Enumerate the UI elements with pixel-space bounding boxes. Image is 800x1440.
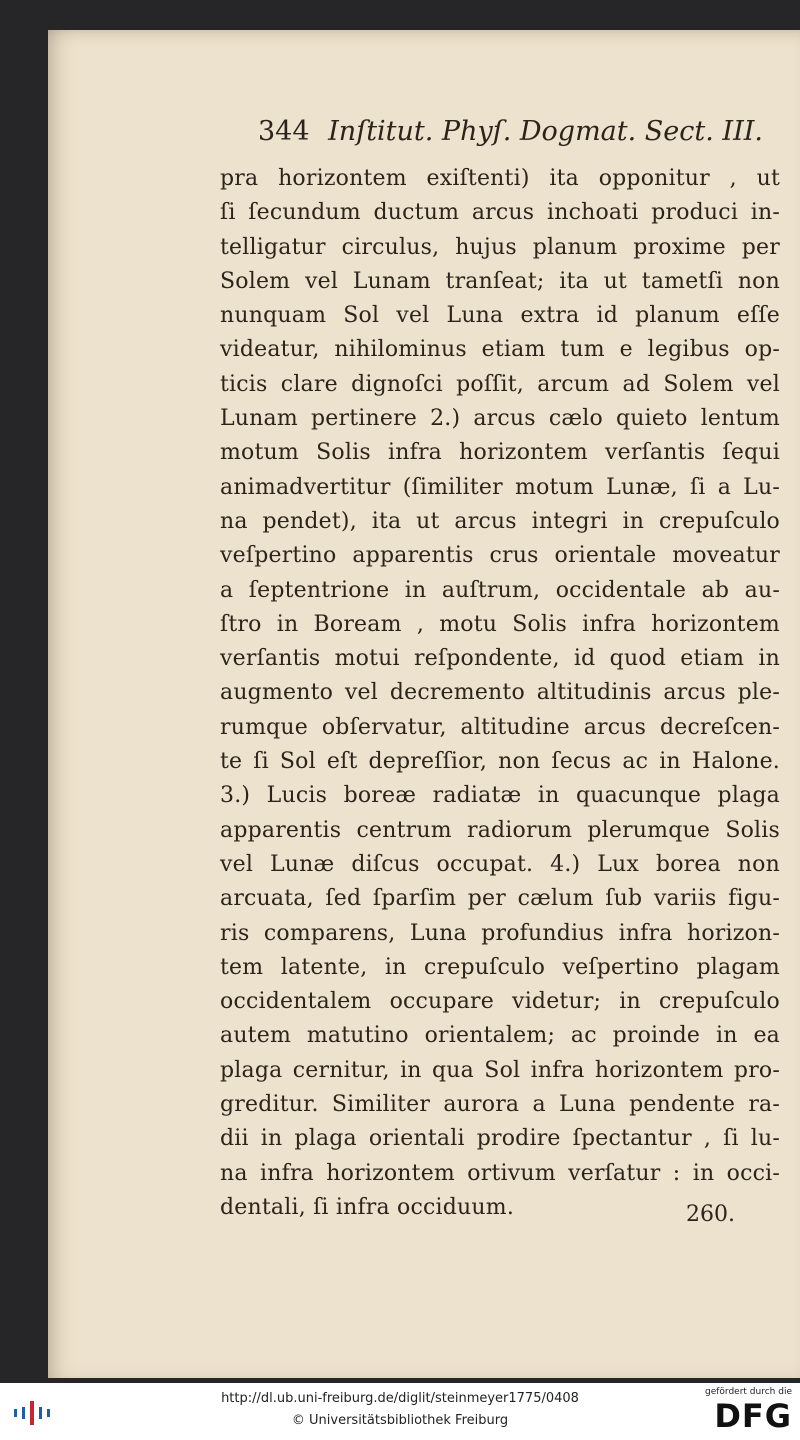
text-line: apparentis centrum radiorum plerumque Solis — [220, 817, 780, 843]
text-line: dentali, ſi infra occiduum. — [220, 1194, 515, 1220]
permalink-url[interactable]: http://dl.ub.uni-freiburg.de/diglit/steinmeyer1775/0408 — [221, 1391, 579, 1406]
text-line: tem latente, in crepuſculo veſpertino plagam — [220, 954, 780, 980]
text-line: ris comparens, Luna profundius infra horizon- — [220, 920, 780, 946]
page-header — [258, 116, 763, 154]
text-line: verſantis motui reſpondente, id quod etiam in — [220, 646, 780, 672]
text-line: ticis clare dignoſci poſſit, arcum ad Solem vel — [220, 371, 780, 397]
text-line: rumque obſervatur, altitudine arcus decreſcen- — [220, 714, 780, 740]
text-line: te ſi Sol eſt depreſſior, non ſecus ac in Halone. — [220, 749, 780, 775]
text-line: augmento vel decremento altitudinis arcus ple- — [220, 680, 780, 706]
text-line: ſi ſecundum ductum arcus inchoati produci in- — [220, 200, 780, 226]
running-title: Inſtitut. Phyſ. Dogmat. Sect. III. — [328, 116, 763, 147]
page-number: 344 — [258, 116, 310, 147]
text-line: pra horizontem exiſtenti) ita opponitur , ut — [220, 166, 780, 191]
text-line: veſpertino apparentis crus orientale moveatur — [220, 543, 780, 569]
text-line: a ſeptentrione in auſtrum, occidentale ab au- — [220, 577, 780, 603]
text-line: arcuata, ſed ſparſim per cælum ſub variis figu- — [220, 886, 780, 912]
funder-label: gefördert durch die — [705, 1387, 792, 1397]
text-line: na pendet), ita ut arcus integri in crepuſculo — [220, 508, 780, 534]
text-line: motum Solis infra horizontem verſantis ſequi — [220, 440, 780, 466]
text-line: na infra horizontem ortivum verſatur : in occi- — [220, 1160, 780, 1186]
text-line: plaga cernitur, in qua Sol infra horizontem pro- — [220, 1057, 780, 1083]
text-line: dii in plaga orientali prodire ſpectantur , ſi lu- — [220, 1126, 780, 1152]
footer-bar — [0, 1383, 800, 1440]
text-line: telligatur circulus, hujus planum proxime per — [220, 234, 780, 260]
catchword: 260. — [686, 1202, 735, 1227]
dfg-logo: DFG — [714, 1397, 792, 1435]
text-line: videatur, nihilominus etiam tum e legibus op- — [220, 337, 780, 363]
text-line: nunquam Sol vel Luna extra id planum eſſe — [220, 303, 780, 329]
text-line: autem matutino orientalem; ac proinde in ea — [220, 1023, 780, 1049]
body-text — [220, 162, 780, 1225]
text-line: 3.) Lucis boreæ radiatæ in quacunque plaga — [220, 783, 780, 809]
text-line: ſtro in Boream , motu Solis infra horizontem — [220, 611, 780, 637]
text-line: occidentalem occupare videtur; in crepuſculo — [220, 989, 780, 1015]
text-line: animadvertitur (ſimiliter motum Lunæ, ſi a Lu- — [220, 474, 780, 500]
copyright-notice: © Universitätsbibliothek Freiburg — [291, 1413, 509, 1428]
text-line: Lunam pertinere 2.) arcus cælo quieto lentum — [220, 406, 780, 432]
text-line: Solem vel Lunam tranſeat; ita ut tametſi non — [220, 268, 780, 294]
text-line: vel Lunæ diſcus occupat. 4.) Lux borea non — [220, 851, 780, 877]
text-line: greditur. Similiter aurora a Luna pendente ra- — [220, 1092, 780, 1118]
